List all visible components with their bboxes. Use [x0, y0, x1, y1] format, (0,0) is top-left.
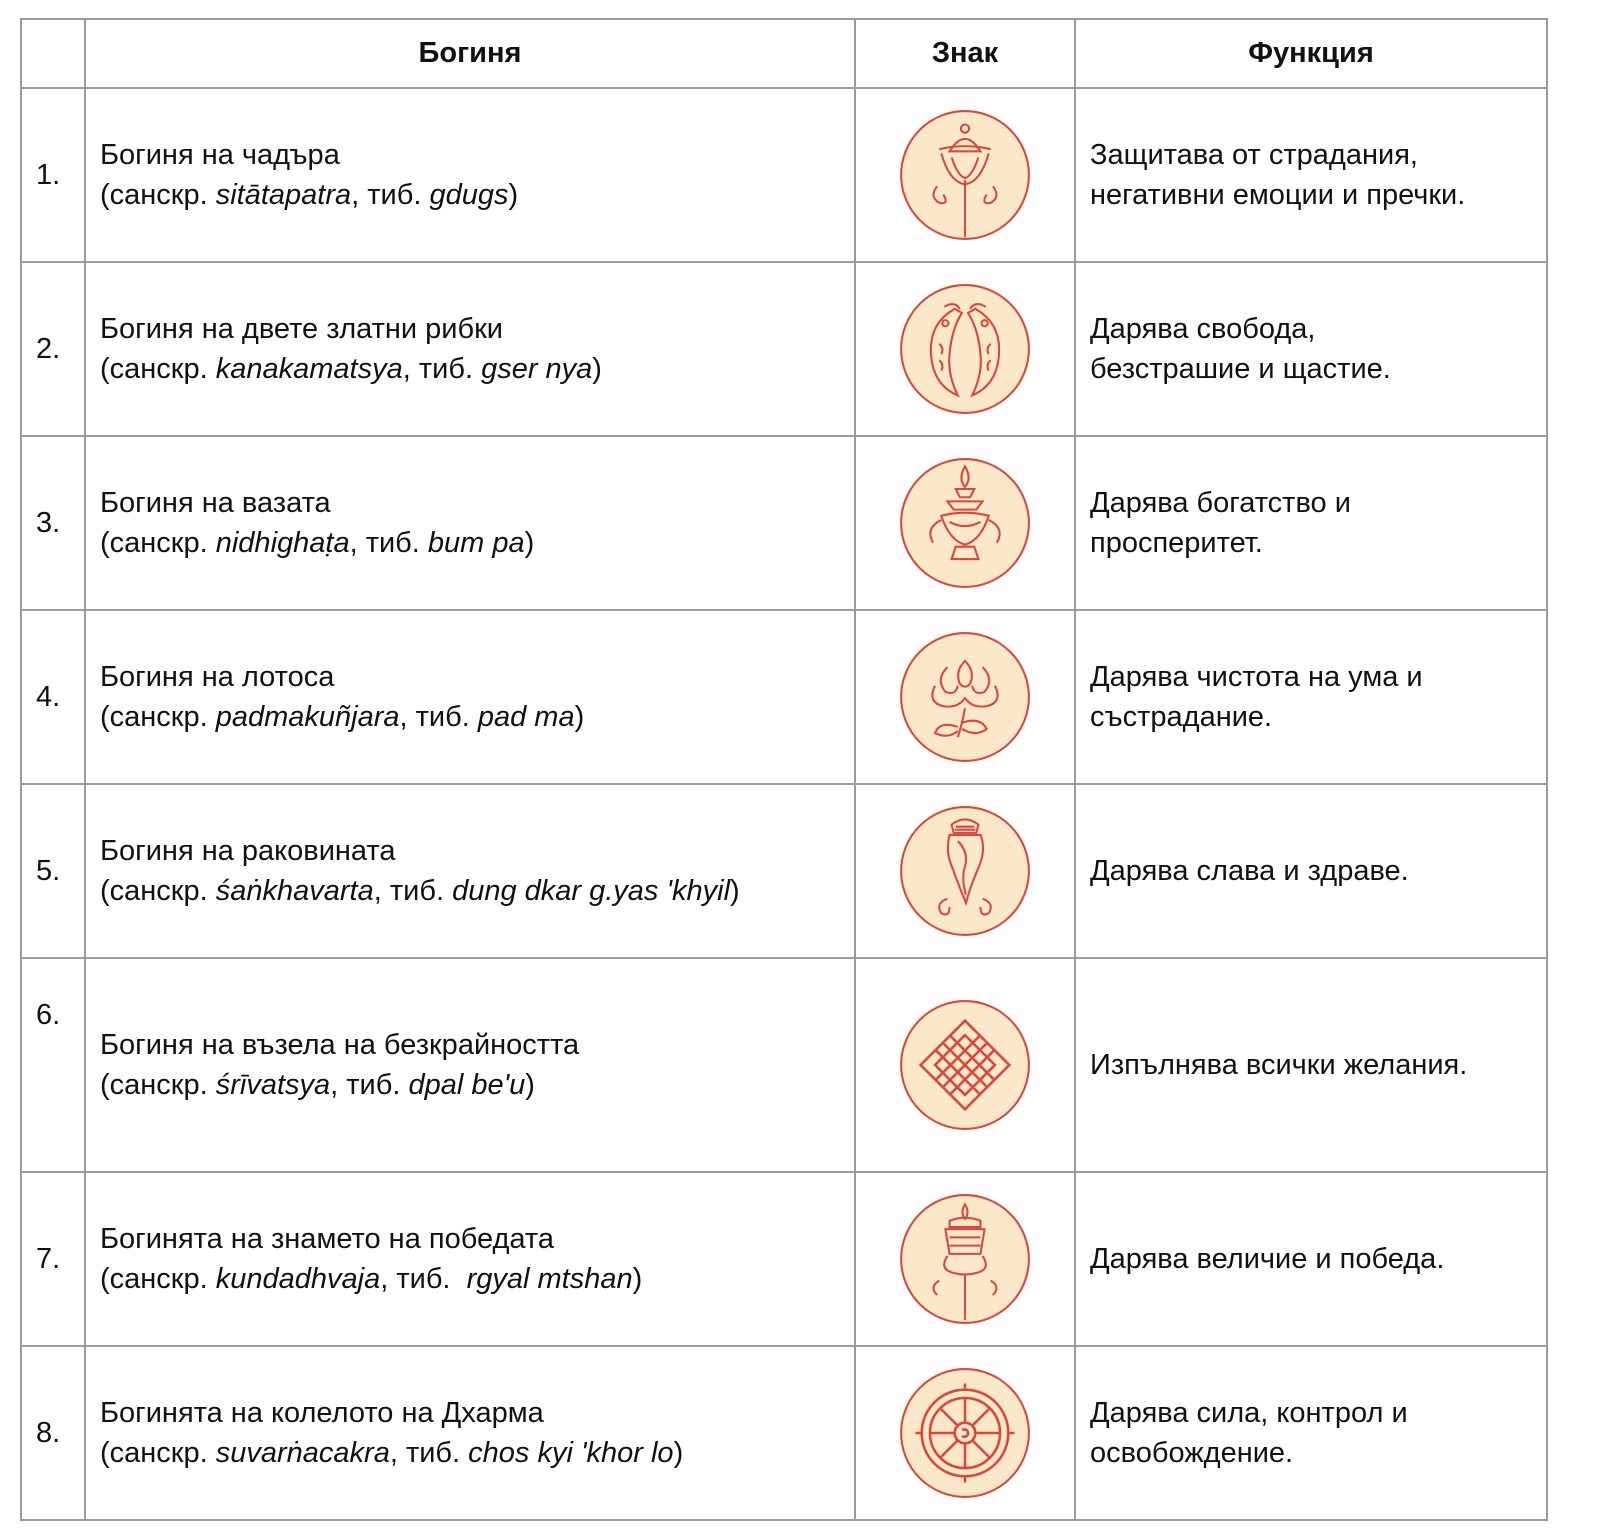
function-line: Защитава от страдания, [1090, 139, 1418, 171]
table-row [21, 262, 1547, 436]
function-cell [1075, 262, 1547, 436]
goddess-cell [85, 1346, 855, 1520]
function-line: просперитет. [1090, 527, 1263, 559]
tibetan-term: gdugs [429, 179, 509, 211]
closing-paren: ) [632, 1263, 643, 1295]
closing-paren: ) [524, 527, 535, 559]
row-number: 5. [21, 784, 85, 958]
closing-paren: ) [525, 1069, 535, 1101]
tibetan-term: rgyal mtshan [466, 1263, 633, 1295]
treasure-vase-icon [898, 456, 1032, 590]
tibetan-prefix: , тиб. [389, 1437, 469, 1469]
sanskrit-prefix: (санскр. [100, 353, 216, 385]
goddess-terms [100, 697, 854, 737]
function-line: Дарява богатство и [1090, 487, 1351, 519]
sign-cell [855, 1346, 1075, 1520]
golden-fish-icon [898, 282, 1032, 416]
goddess-cell [85, 88, 855, 262]
table-row [21, 958, 1547, 1172]
function-cell [1075, 1346, 1547, 1520]
header-row [21, 19, 1547, 88]
function-cell [1075, 784, 1547, 958]
function-line: Дарява величие и победа. [1090, 1243, 1445, 1275]
goddess-name: Богиня на лотоса [100, 661, 335, 693]
goddess-name: Богиня на двете златни рибки [100, 313, 503, 345]
goddess-terms [100, 175, 854, 215]
tibetan-prefix: , тиб. [402, 353, 482, 385]
sign-cell [855, 958, 1075, 1172]
goddess-terms [100, 349, 854, 389]
row-number: 7. [21, 1172, 85, 1346]
tibetan-prefix: , тиб. [349, 527, 428, 559]
sign-cell [855, 262, 1075, 436]
row-number: 6. [21, 958, 85, 1172]
function-cell [1075, 1172, 1547, 1346]
function-line: състрадание. [1090, 701, 1273, 733]
endless-knot-icon [898, 998, 1032, 1132]
sanskrit-term: nidhighaṭa [215, 527, 350, 559]
function-line: Дарява чистота на ума и [1090, 661, 1423, 693]
header-number [21, 19, 85, 88]
function-cell [1075, 88, 1547, 262]
sanskrit-prefix: (санскр. [100, 1263, 216, 1295]
sanskrit-prefix: (санскр. [100, 1069, 216, 1101]
sanskrit-prefix: (санскр. [100, 875, 216, 907]
sanskrit-term: sitātapatra [215, 179, 352, 211]
tibetan-prefix: , тиб. [399, 701, 478, 733]
sanskrit-term: suvarṅacakra [215, 1437, 390, 1469]
tibetan-prefix: , тиб. [330, 1069, 409, 1101]
function-line: Дарява слава и здраве. [1090, 855, 1409, 887]
sanskrit-term: kanakamatsya [215, 353, 403, 385]
sign-cell [855, 1172, 1075, 1346]
sign-cell [855, 610, 1075, 784]
goddess-cell [85, 262, 855, 436]
goddess-name: Богиня на чадъра [100, 139, 340, 171]
table-row [21, 1346, 1547, 1520]
sanskrit-term: śrīvatsya [215, 1069, 331, 1101]
closing-paren: ) [673, 1437, 684, 1469]
goddess-terms [100, 871, 854, 911]
sanskrit-term: kundadhvaja [215, 1263, 381, 1295]
row-number: 8. [21, 1346, 85, 1520]
closing-paren: ) [574, 701, 585, 733]
goddess-cell [85, 784, 855, 958]
tibetan-term: chos kyi 'khor lo [468, 1437, 674, 1469]
function-line: Изпълнява всички желания. [1090, 1049, 1468, 1081]
closing-paren: ) [730, 875, 740, 907]
function-cell [1075, 958, 1547, 1172]
table-row [21, 784, 1547, 958]
tibetan-term: dung dkar g.yas 'khyil [452, 875, 731, 907]
sign-cell [855, 784, 1075, 958]
sanskrit-term: padmakuñjara [215, 701, 400, 733]
row-number: 2. [21, 262, 85, 436]
goddess-terms [100, 1433, 854, 1473]
tibetan-prefix: , тиб. [351, 179, 430, 211]
function-cell [1075, 610, 1547, 784]
header-sign: Знак [855, 19, 1075, 88]
table-row [21, 436, 1547, 610]
function-line: негативни емоции и пречки. [1090, 179, 1466, 211]
goddess-terms [100, 523, 854, 563]
function-line: освобождение. [1090, 1437, 1294, 1469]
function-cell [1075, 436, 1547, 610]
function-line: Дарява свобода, [1090, 313, 1316, 345]
tibetan-term: bum pa [427, 527, 525, 559]
goddess-name: Богиня на вазата [100, 487, 331, 519]
goddess-name: Богинята на колелото на Дхарма [100, 1397, 544, 1429]
goddess-table [20, 18, 1548, 1521]
parasol-icon [898, 108, 1032, 242]
sanskrit-prefix: (санскр. [100, 179, 216, 211]
goddess-cell [85, 958, 855, 1172]
table-row [21, 1172, 1547, 1346]
row-number: 3. [21, 436, 85, 610]
header-goddess: Богиня [85, 19, 855, 88]
tibetan-prefix: , тиб. [380, 1263, 467, 1295]
goddess-terms [100, 1065, 854, 1105]
sanskrit-term: śaṅkhavarta [215, 875, 374, 907]
goddess-cell [85, 1172, 855, 1346]
function-line: безстрашие и щастие. [1090, 353, 1391, 385]
tibetan-term: gser nya [481, 353, 593, 385]
row-number: 1. [21, 88, 85, 262]
sanskrit-prefix: (санскр. [100, 527, 216, 559]
goddess-cell [85, 610, 855, 784]
function-line: Дарява сила, контрол и [1090, 1397, 1408, 1429]
victory-banner-icon [898, 1192, 1032, 1326]
table-row [21, 610, 1547, 784]
goddess-terms [100, 1259, 854, 1299]
tibetan-term: pad ma [477, 701, 575, 733]
closing-paren: ) [592, 353, 602, 385]
row-number: 4. [21, 610, 85, 784]
closing-paren: ) [508, 179, 519, 211]
goddess-name: Богиня на раковината [100, 835, 396, 867]
sign-cell [855, 88, 1075, 262]
sanskrit-prefix: (санскр. [100, 1437, 216, 1469]
tibetan-term: dpal be'u [408, 1069, 526, 1101]
sanskrit-prefix: (санскр. [100, 701, 216, 733]
tibetan-prefix: , тиб. [373, 875, 453, 907]
sign-cell [855, 436, 1075, 610]
goddess-name: Богиня на възела на безкрайността [100, 1029, 580, 1061]
goddess-name: Богинята на знамето на победата [100, 1223, 554, 1255]
dharma-wheel-icon [898, 1366, 1032, 1500]
table-row [21, 88, 1547, 262]
goddess-cell [85, 436, 855, 610]
conch-shell-icon [898, 804, 1032, 938]
lotus-icon [898, 630, 1032, 764]
header-function: Функция [1075, 19, 1547, 88]
